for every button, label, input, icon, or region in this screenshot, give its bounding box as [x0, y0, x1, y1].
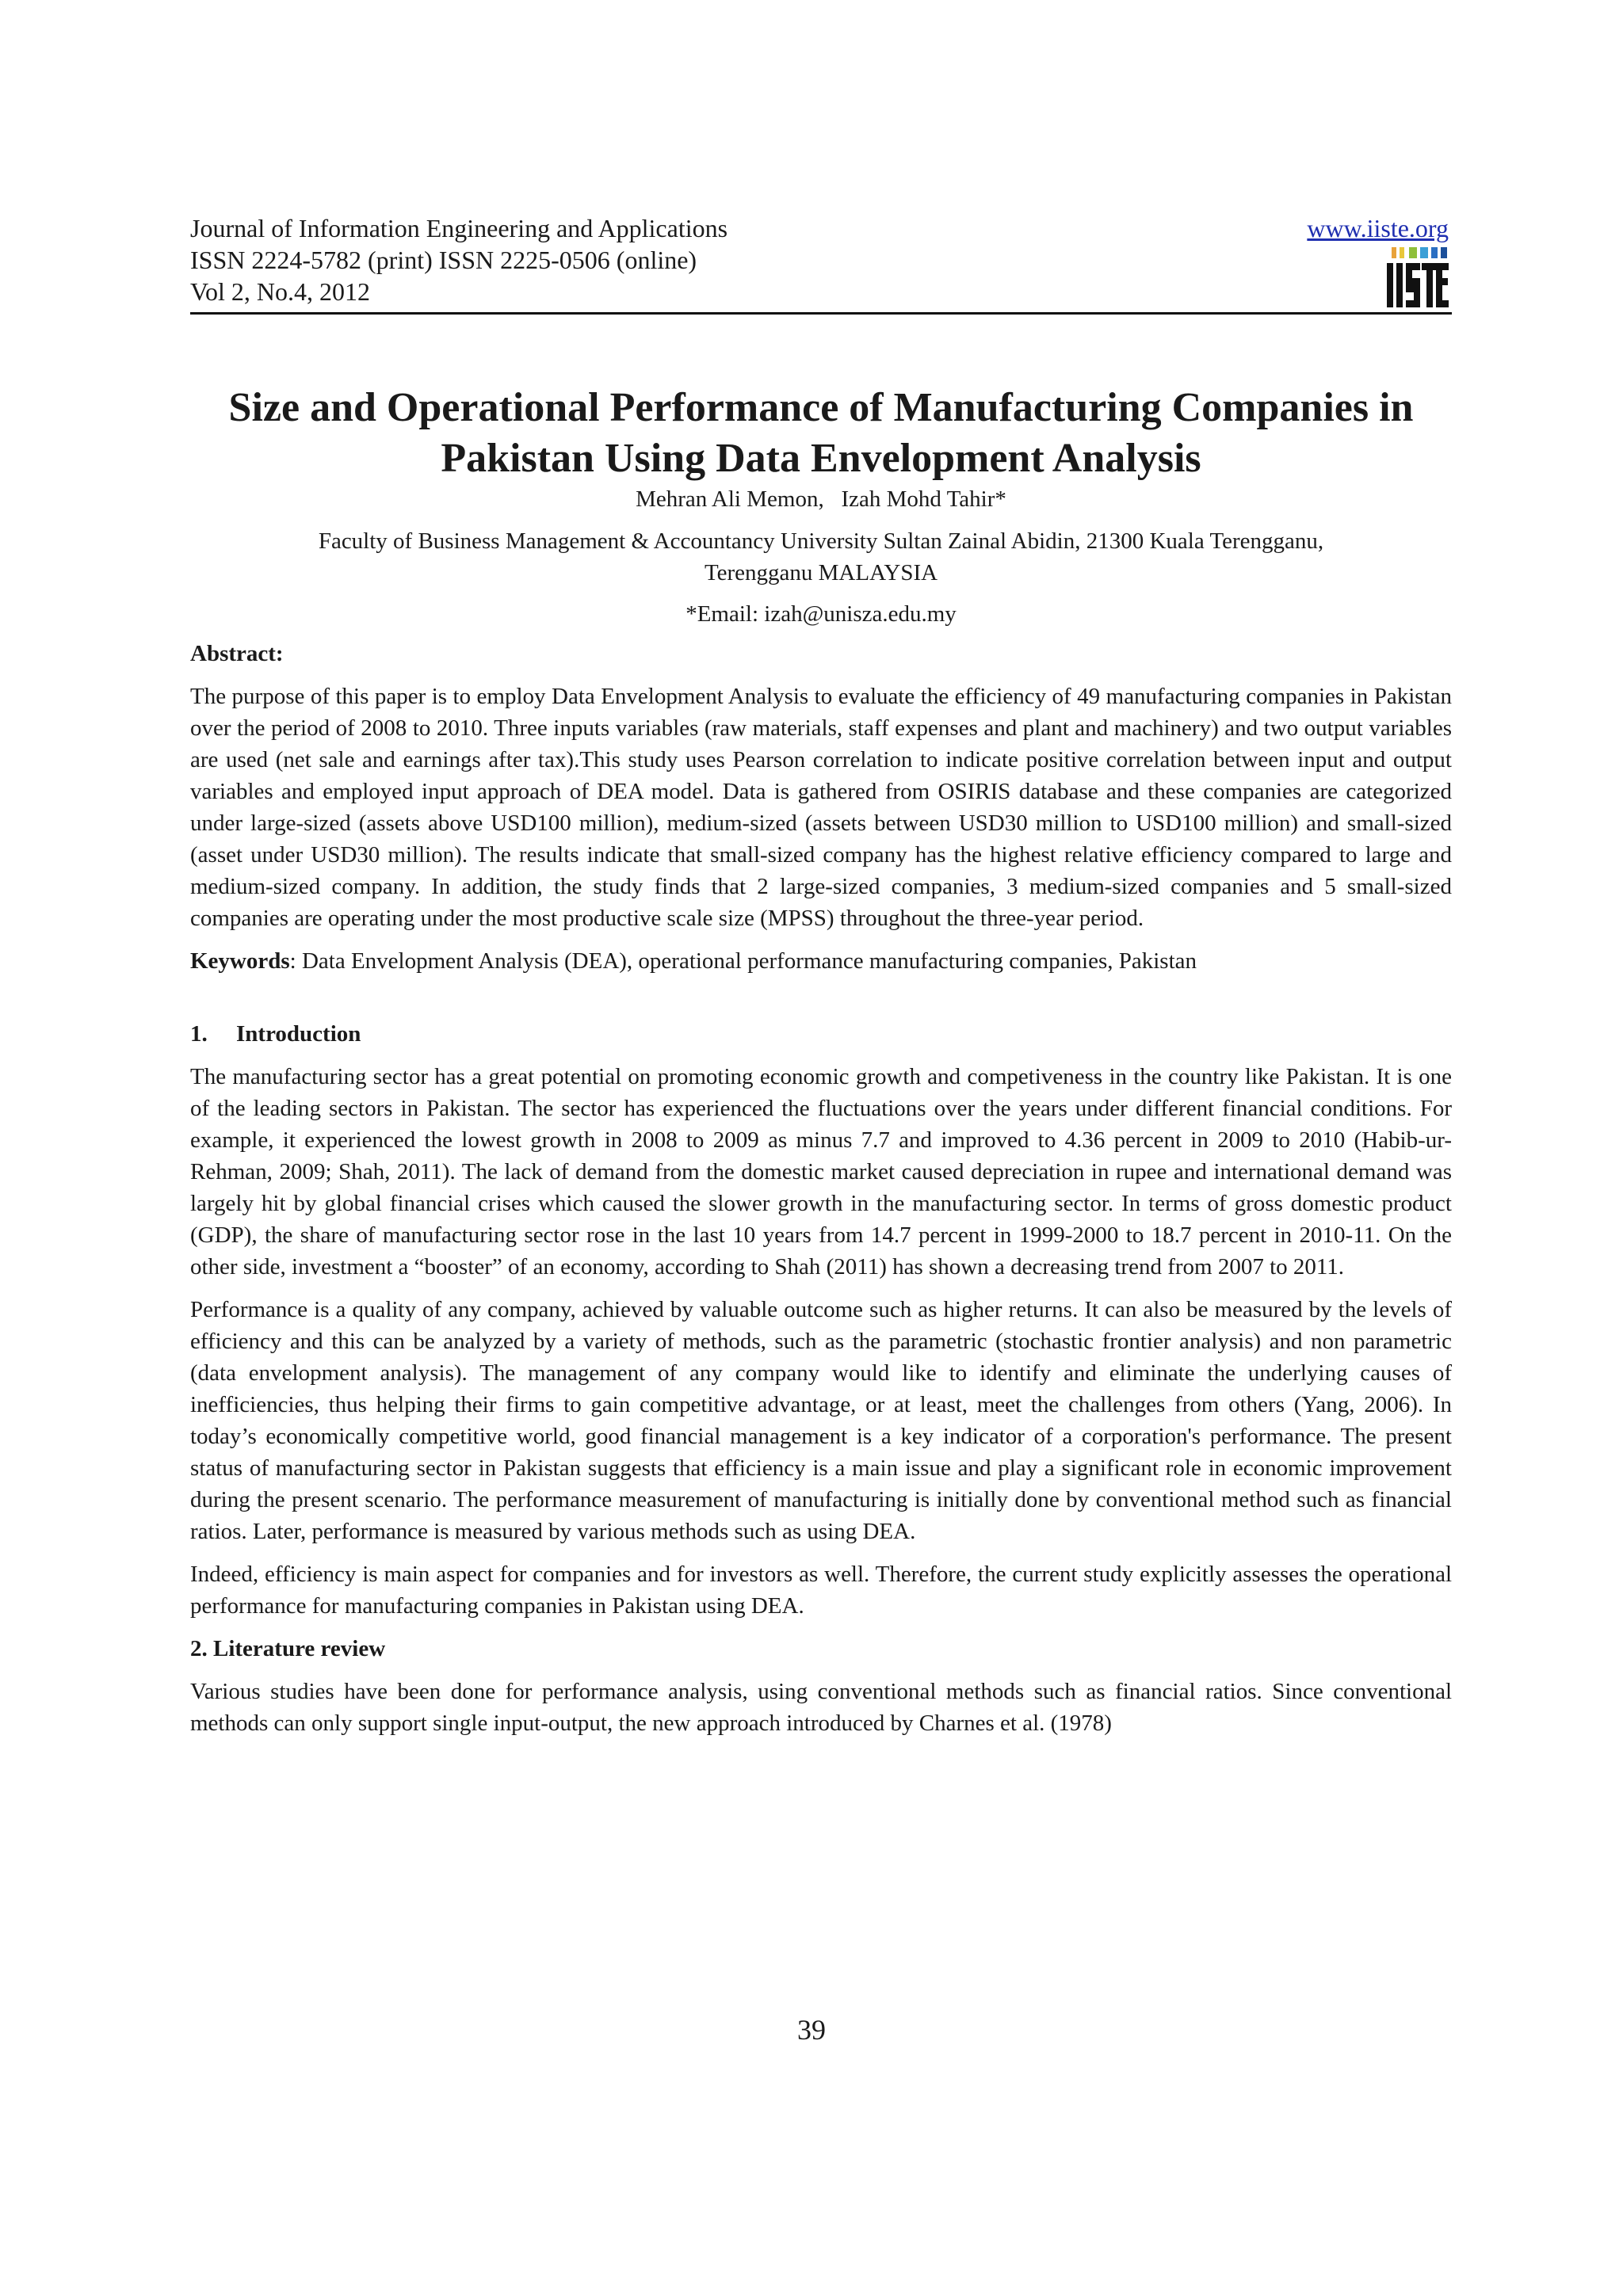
intro-paragraph-3: Indeed, efficiency is main aspect for companies and for investors as well. Therefore, the current study explicitly assesses the operational performance for manufacturing companies in Pakistan using DEA. [190, 1562, 1452, 1619]
section-heading-literature-review: 2. Literature review [190, 1636, 386, 1661]
paper-authors: Mehran Ali Memon, Izah Mohd Tahir* [636, 486, 1006, 512]
affiliation-line-2: Terengganu MALAYSIA [704, 560, 938, 585]
literature-paragraph-1: Various studies have been done for performance analysis, using conventional methods such as financial ratios. Since conventional methods can only support single input-output, the new approach introduced by Charnes et al. (1978) [190, 1679, 1452, 1736]
intro-paragraph-2: Performance is a quality of any company, achieved by valuable outcome such as higher returns. It can also be measured by the levels of efficiency and this can be analyzed by a variety of methods, such as the parametric (stochastic frontier analysis) and non parametric (data envelopment analysis). The management of any company would like to identify and eliminate the underlying causes of inefficiencies, thus helping their firms to gain competitive advantage, or at least, meet the challenges from others (Yang, 2006). In today’s economically competitive world, good financial management is a key indicator of a corporation's performance. The present status of manufacturing sector in Pakistan suggests that efficiency is a main issue and play a significant role in economic improvement during the present scenario. The performance measurement of manufacturing is initially done by conventional method such as financial ratios. Later, performance is measured by various methods such as using DEA. [190, 1297, 1452, 1544]
keywords [190, 945, 1452, 977]
keywords-label: Keywords [190, 948, 290, 974]
paper-page [190, 212, 1452, 1739]
paper-title [190, 383, 1452, 484]
affiliation-line-1: Faculty of Business Management & Accountancy University Sultan Zainal Abidin, 21300 Kuala Terengganu, [318, 528, 1324, 554]
section-title: Introduction [236, 1021, 361, 1047]
section-number: 1. [190, 1021, 208, 1047]
intro-paragraph-1: The manufacturing sector has a great potential on promoting economic growth and competiveness in the country like Pakistan. It is one of the leading sectors in Pakistan. The sector has experienced the fluctuations over the years under different financial conditions. For example, it experienced the lowest growth in 2008 to 2009 as minus 7.7 and improved to 4.36 percent in 2009 to 2010 (Habib-ur-Rehman, 2009; Shah, 2011). The lack of demand from the domestic market caused depreciation in rupee and international demand was largely hit by global financial crises which caused the slower growth in the manufacturing sector. In terms of gross domestic product (GDP), the share of manufacturing sector rose in the last 10 years from 14.7 percent in 1999-2000 to 18.7 percent in 2010-11. On the other side, investment a “booster” of an economy, according to Shah (2011) has shown a decreasing trend from 2007 to 2011. [190, 1064, 1452, 1280]
paper-title-line-1: Size and Operational Performance of Manufacturing Companies in [228, 385, 1414, 430]
page-number: 39 [797, 2014, 826, 2046]
abstract-heading: Abstract: [190, 641, 284, 666]
journal-issn: ISSN 2224-5782 (print) ISSN 2225-0506 (online) [190, 246, 697, 274]
section-heading-introduction [190, 1018, 1452, 1050]
abstract-text: The purpose of this paper is to employ Data Envelopment Analysis to evaluate the efficiency of 49 manufacturing companies in Pakistan over the period of 2008 to 2010. Three inputs variables (raw materials, staff expenses and plant and machinery) and two output variables are used (net sale and earnings after tax).This study uses Pearson correlation to indicate positive correlation between input and output variables and employed input approach of DEA model. Data is gathered from OSIRIS database and these companies are categorized under large-sized (assets above USD100 million), medium-sized (assets between USD30 million to USD100 million) and small-sized (asset under USD30 million). The results indicate that small-sized company has the highest relative efficiency compared to large and medium-sized company. In addition, the study finds that 2 large-sized companies, 3 medium-sized companies and 5 small-sized companies are operating under the most productive scale size (MPSS) throughout the three-year period. [190, 684, 1452, 931]
paper-title-line-2: Pakistan Using Data Envelopment Analysis [441, 436, 1201, 481]
paper-affiliation [190, 525, 1452, 589]
keywords-text: : Data Envelopment Analysis (DEA), operational performance manufacturing companies, Pakistan [289, 948, 1197, 974]
journal-header [190, 212, 1452, 315]
iiste-logo-icon [1384, 244, 1450, 311]
journal-volume: Vol 2, No.4, 2012 [190, 277, 370, 306]
journal-name: Journal of Information Engineering and Applications [190, 214, 728, 242]
author-email: *Email: izah@unisza.edu.my [685, 601, 957, 627]
journal-website-link[interactable]: www.iiste.org [1307, 214, 1449, 242]
